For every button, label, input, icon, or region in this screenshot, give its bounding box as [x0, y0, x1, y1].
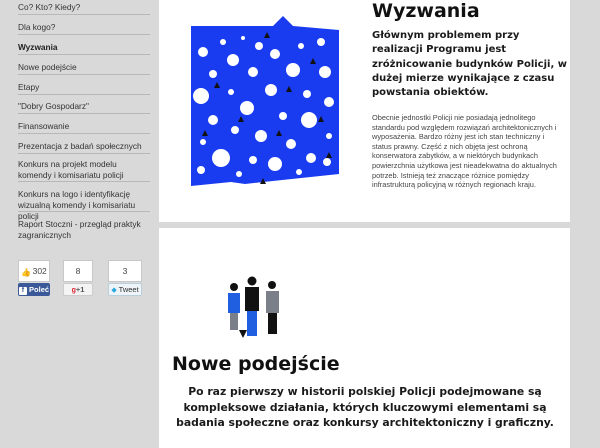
gplus-count: 8 — [75, 266, 81, 276]
like-counter — [18, 260, 50, 282]
sidebar-item-raport-stoczni[interactable]: Raport Stoczni - przegląd praktyk zagranicznych — [18, 219, 141, 240]
new-approach-section — [159, 228, 570, 448]
facebook-like-label: Poleć — [29, 285, 50, 294]
challenges-section — [159, 0, 570, 222]
page-background-right — [572, 0, 600, 439]
sidebar — [0, 0, 155, 439]
sidebar-item-co-kto-kiedy[interactable]: Co? Kto? Kiedy? — [18, 2, 150, 15]
gplus-counter — [63, 260, 93, 282]
thumbs-up-icon: 👍 — [21, 268, 32, 277]
tweet-count: 3 — [122, 266, 128, 276]
sidebar-item-finansowanie[interactable]: Finansowanie — [18, 121, 150, 134]
sidebar-item-etapy[interactable]: Etapy — [18, 82, 150, 95]
like-count: 302 — [32, 266, 47, 276]
challenges-body: Obecnie jednostki Policji nie posiadają jednolitego standardu pod względem rozwiązań architektonicznych i wyposażenia. Bardzo różny jest ich stan techniczny i status prawny. Część z nich objęta jest ochroną konserwatora zabytków, a w niektórych budynkach powierzchnia użytkowa jest nieadekwatna do aktualnych potrzeb. Istnieją też znaczące różnice pomiędzy infrastrukturą policyjną w różnych regionach kraju. — [372, 113, 557, 190]
challenges-lead: Głównym problemem przy realizacji Programu jest zróżnicowanie budynków Policji, w dużej mierze wynikające z czasu powstania obiektów. — [372, 30, 567, 99]
gplus-icon: g — [71, 287, 76, 294]
sidebar-item-konkurs-logo[interactable]: Konkurs na logo i identyfikację wizualną komendy i komisariatu policji — [18, 189, 150, 212]
new-approach-lead: Po raz pierwszy w historii polskiej Policji podejmowane są kompleksowe działania, których kluczowymi elementami są badania społeczne oraz konkursy architektoniczny i graficzny. — [176, 385, 554, 429]
gplus-label: +1 — [75, 285, 85, 294]
twitter-bird-icon: ◆ — [111, 287, 117, 294]
building-with-lights-icon — [183, 12, 345, 194]
facebook-icon: f — [19, 287, 27, 295]
gplus-button[interactable] — [63, 283, 93, 296]
sidebar-item-nowe-podejscie[interactable]: Nowe podejście — [18, 62, 150, 75]
three-people-icon — [225, 276, 287, 340]
challenges-title: Wyzwania — [372, 0, 480, 22]
tweet-counter — [108, 260, 142, 282]
tweet-label: Tweet — [118, 285, 139, 294]
sidebar-item-wyzwania[interactable]: Wyzwania — [18, 42, 150, 55]
sidebar-item-konkurs-model[interactable]: Konkurs na projekt modelu komendy i komisariatu policji — [18, 159, 150, 182]
sidebar-item-prezentacja[interactable]: Prezentacja z badań społecznych — [18, 141, 150, 154]
tweet-button[interactable] — [108, 283, 142, 296]
sidebar-item-dobry-gospodarz[interactable]: "Dobry Gospodarz" — [18, 101, 150, 114]
sidebar-item-dla-kogo[interactable]: Dla kogo? — [18, 22, 150, 35]
new-approach-title: Nowe podejście — [172, 353, 340, 375]
facebook-like-button[interactable] — [18, 283, 50, 296]
